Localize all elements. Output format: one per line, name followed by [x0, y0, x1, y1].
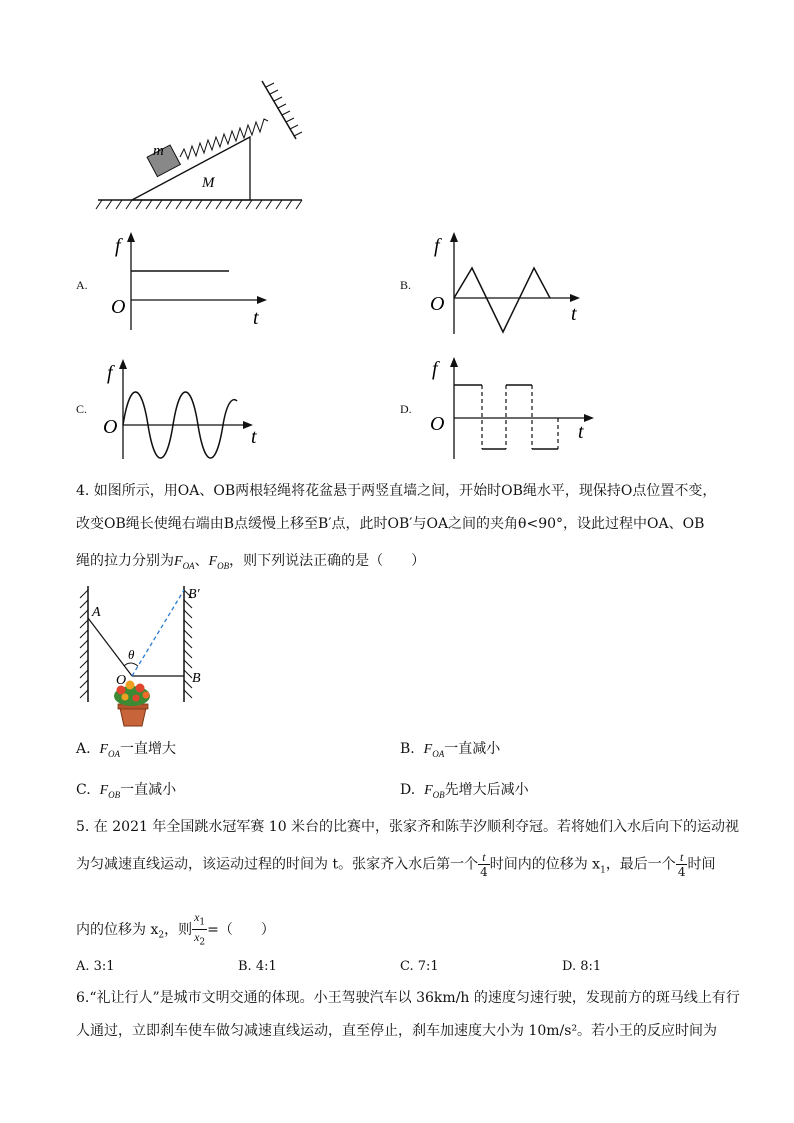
graph-d: [428, 355, 598, 465]
option-a-label: A.: [76, 278, 88, 292]
q5-option-a: A. 3:1: [76, 959, 115, 974]
q5-line2: 为匀减速直线运动，该运动过程的时间为 t。张家齐入水后第一个 $\frac{t}{4}$ 时间内的位移为 $x_1$，最后一个 $\frac{t}{4}$ 时间: [76, 850, 716, 879]
mass-m-label: m: [153, 143, 164, 159]
q5-line3: 内的位移为 $x_2$，则 $\frac{x_1}{x_2}$ =（ ）: [76, 910, 275, 948]
q4-option-a: A. $F_{OA}$一直增大: [76, 741, 177, 759]
graph-a: [105, 230, 275, 340]
origin-label: O: [430, 293, 445, 315]
axis-t-label: t: [578, 421, 584, 443]
q4-line3: 绳的拉力分别为$F_{OA}$、$F_{OB}$，则下列说法正确的是（ ）: [76, 553, 426, 571]
q4-line2: 改变OB绳长使绳右端由B点缓慢上移至B′点，此时OB′与OA之间的夹角θ<90°，设此过程中OA、OB: [76, 516, 705, 532]
graph-b: [428, 230, 598, 340]
axis-f-label: f: [107, 362, 113, 384]
q4-option-d: D. $F_{OB}$先增大后减小: [400, 782, 529, 800]
point-b-label: B: [192, 671, 201, 686]
flowerpot-figure: [72, 584, 222, 732]
q6-line2: 人通过，立即刹车使车做匀减速直线运动，直至停止，刹车加速度大小为 10m/s²。若小王的反应时间为: [76, 1023, 718, 1039]
origin-label: O: [111, 296, 126, 318]
origin-label: O: [103, 416, 118, 438]
mass-M-label: M: [202, 175, 215, 191]
axis-t-label: t: [251, 426, 257, 448]
q5-option-d: D. 8:1: [562, 959, 602, 974]
q6-line1: 6.“礼让行人”是城市文明交通的体现。小王驾驶汽车以 36km/h 的速度匀速行驶，发现前方的斑马线上有行: [76, 990, 740, 1006]
q4-option-c: C. $F_{OB}$一直减小: [76, 782, 177, 800]
axis-f-label: f: [115, 235, 121, 257]
wedge-spring-figure: [90, 75, 310, 215]
point-o-label: O: [116, 673, 127, 688]
q5-option-c: C. 7:1: [400, 959, 439, 974]
q5-line1: 5. 在 2021 年全国跳水冠军赛 10 米台的比赛中，张家齐和陈芋汐顺利夺冠。若将她们入水后向下的运动视: [76, 819, 740, 835]
origin-label: O: [430, 413, 445, 435]
q4-line1: 4. 如图所示，用OA、OB两根轻绳将花盆悬于两竖直墙之间，开始时OB绳水平，现保持O点位置不变，: [76, 483, 717, 499]
q5-option-b: B. 4:1: [238, 959, 277, 974]
theta-label: θ: [128, 647, 135, 662]
option-b-label: B.: [400, 278, 412, 292]
axis-f-label: f: [432, 358, 438, 380]
axis-t-label: t: [253, 307, 259, 329]
axis-t-label: t: [571, 303, 577, 325]
axis-f-label: f: [434, 235, 440, 257]
option-c-label: C.: [76, 402, 88, 416]
option-d-label: D.: [400, 402, 412, 416]
graph-c: [103, 355, 273, 465]
q4-option-b: B. $F_{OA}$一直减小: [400, 741, 501, 759]
point-a-label: A: [92, 605, 101, 620]
point-b-prime-label: B′: [188, 587, 200, 602]
